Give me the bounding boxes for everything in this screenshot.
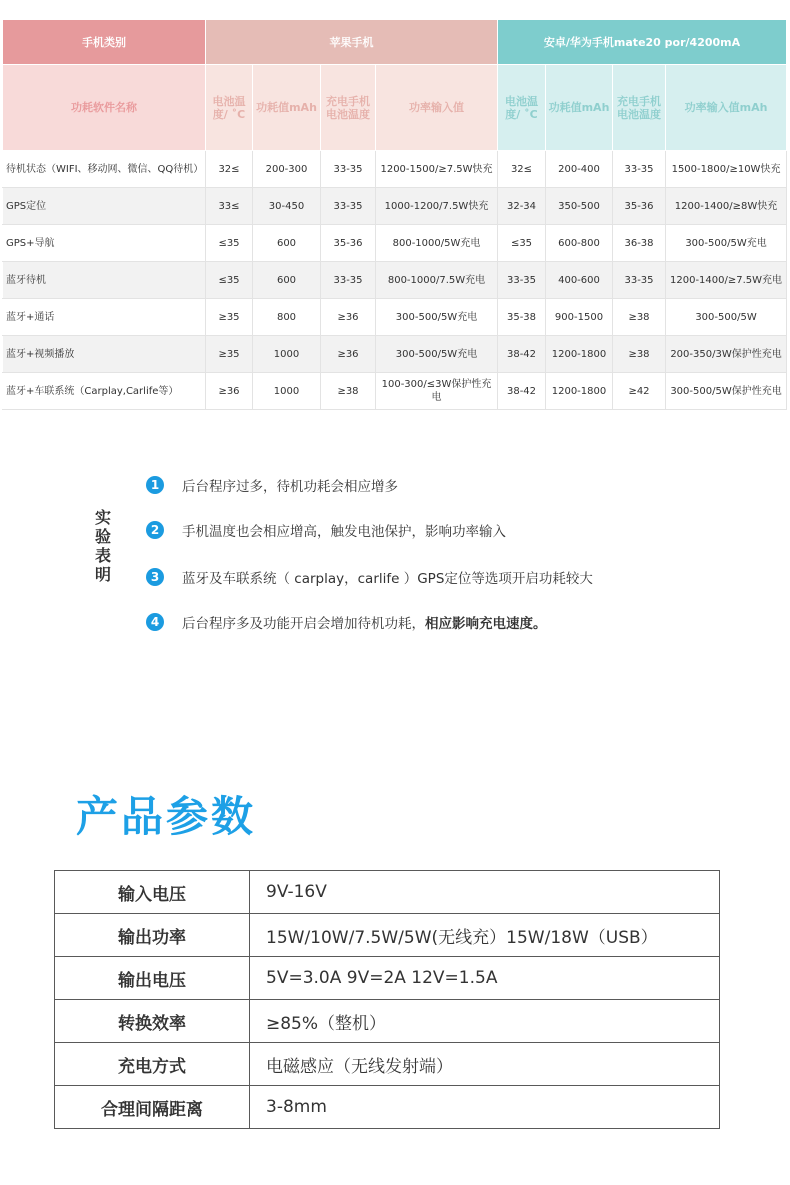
table-cell: 400-600	[546, 262, 613, 299]
sub-header-android-temp: 电池温度/ ˚C	[498, 65, 546, 151]
table-cell: ≤35	[206, 225, 253, 262]
conclusion-text-bold: 相应影响充电速度。	[425, 616, 547, 632]
table-cell: ≥35	[206, 336, 253, 373]
table-cell: 300-500/5W	[666, 299, 787, 336]
sub-header-android-power: 功耗值mAh	[546, 65, 613, 151]
group-header-android: 安卓/华为手机mate20 por/4200mA	[498, 20, 787, 65]
table-row	[3, 336, 787, 373]
param-row	[55, 957, 720, 1000]
param-value: 3-8mm	[250, 1086, 720, 1129]
param-key: 输出电压	[55, 957, 250, 1000]
param-value: 电磁感应（无线发射端）	[250, 1043, 720, 1086]
product-params-title: 产品参数	[76, 792, 257, 841]
param-key: 输入电压	[55, 871, 250, 914]
table-cell: ≤35	[206, 262, 253, 299]
conclusion-text: 后台程序多及功能开启会增加待机功耗，	[182, 616, 425, 632]
table-cell: 300-500/5W保护性充电	[666, 373, 787, 410]
conclusion-item	[146, 519, 506, 541]
table-cell: 1200-1800	[546, 336, 613, 373]
conclusion-item	[146, 611, 547, 633]
table-cell: 300-500/5W充电	[666, 225, 787, 262]
param-value: 9V-16V	[250, 871, 720, 914]
table-cell: ≥38	[613, 299, 666, 336]
conclusion-text: 蓝牙及车联系统（ carplay，carlife ）GPS定位等选项开启功耗较大	[182, 571, 593, 587]
table-row	[3, 151, 787, 188]
table-cell: 38-42	[498, 373, 546, 410]
table-row	[3, 299, 787, 336]
param-row	[55, 1000, 720, 1043]
table-cell: 33-35	[613, 262, 666, 299]
table-cell: 200-350/3W保护性充电	[666, 336, 787, 373]
table-cell: ≥38	[613, 336, 666, 373]
row-name-cell: GPS定位	[3, 188, 206, 225]
table-cell: 1200-1500/≥7.5W快充	[376, 151, 498, 188]
table-cell: 200-400	[546, 151, 613, 188]
table-row	[3, 373, 787, 410]
table-cell: 1200-1400/≥7.5W充电	[666, 262, 787, 299]
table-cell: 1200-1800	[546, 373, 613, 410]
table-cell: 900-1500	[546, 299, 613, 336]
table-cell: 800	[253, 299, 321, 336]
row-name-cell: GPS+导航	[3, 225, 206, 262]
comparison-table	[2, 19, 787, 410]
table-cell: ≥35	[206, 299, 253, 336]
table-cell: 600	[253, 225, 321, 262]
table-cell: ≥36	[206, 373, 253, 410]
number-badge-icon: 2	[146, 521, 164, 539]
table-cell: 1000	[253, 373, 321, 410]
param-value: 5V=3.0A 9V=2A 12V=1.5A	[250, 957, 720, 1000]
table-cell: 600	[253, 262, 321, 299]
table-cell: 32≤	[498, 151, 546, 188]
param-row	[55, 1086, 720, 1129]
row-name-cell: 蓝牙+通话	[3, 299, 206, 336]
number-badge-icon: 4	[146, 613, 164, 631]
param-key: 充电方式	[55, 1043, 250, 1086]
product-params-table	[54, 870, 720, 1129]
table-cell: 1000	[253, 336, 321, 373]
table-cell: 800-1000/5W充电	[376, 225, 498, 262]
conclusion-label: 实 验 表 明	[94, 508, 111, 584]
table-cell: 350-500	[546, 188, 613, 225]
table-cell: 300-500/5W充电	[376, 299, 498, 336]
row-name-cell: 蓝牙待机	[3, 262, 206, 299]
table-cell: 600-800	[546, 225, 613, 262]
param-value: ≥85%（整机）	[250, 1000, 720, 1043]
table-cell: 33-35	[613, 151, 666, 188]
table-cell: 300-500/5W充电	[376, 336, 498, 373]
table-cell: 30-450	[253, 188, 321, 225]
sub-header-apple-power: 功耗值mAh	[253, 65, 321, 151]
conclusion-text: 后台程序过多，待机功耗会相应增多	[182, 479, 398, 495]
table-cell: 33-35	[321, 188, 376, 225]
param-key: 合理间隔距离	[55, 1086, 250, 1129]
table-cell: 35-36	[613, 188, 666, 225]
param-key: 转换效率	[55, 1000, 250, 1043]
row-name-cell: 蓝牙+车联系统（Carplay,Carlife等）	[3, 373, 206, 410]
table-cell: ≥42	[613, 373, 666, 410]
table-cell: 33≤	[206, 188, 253, 225]
table-cell: 800-1000/7.5W充电	[376, 262, 498, 299]
conclusion-item	[146, 566, 593, 588]
param-key: 输出功率	[55, 914, 250, 957]
table-cell: 200-300	[253, 151, 321, 188]
sub-header-apple-input: 功率输入值	[376, 65, 498, 151]
param-row	[55, 871, 720, 914]
table-cell: ≥38	[321, 373, 376, 410]
table-cell: 35-38	[498, 299, 546, 336]
conclusion-text: 手机温度也会相应增高，触发电池保护，影响功率输入	[182, 524, 506, 540]
table-cell: 32≤	[206, 151, 253, 188]
sub-header-apple-temp: 电池温度/ ˚C	[206, 65, 253, 151]
sub-header-apple-charge-temp: 充电手机电池温度	[321, 65, 376, 151]
param-row	[55, 1043, 720, 1086]
param-value: 15W/10W/7.5W/5W(无线充）15W/18W（USB）	[250, 914, 720, 957]
table-cell: 36-38	[613, 225, 666, 262]
table-cell: ≥36	[321, 299, 376, 336]
table-cell: ≥36	[321, 336, 376, 373]
table-cell: 1000-1200/7.5W快充	[376, 188, 498, 225]
table-cell: 100-300/≤3W保护性充电	[376, 373, 498, 410]
table-cell: 1200-1400/≥8W快充	[666, 188, 787, 225]
param-row	[55, 914, 720, 957]
sub-header-android-input: 功率输入值mAh	[666, 65, 787, 151]
table-row	[3, 262, 787, 299]
table-cell: ≤35	[498, 225, 546, 262]
table-row	[3, 188, 787, 225]
sub-header-software: 功耗软件名称	[3, 65, 206, 151]
conclusion-item	[146, 474, 398, 496]
table-row	[3, 225, 787, 262]
table-cell: 33-35	[498, 262, 546, 299]
row-name-cell: 蓝牙+视频播放	[3, 336, 206, 373]
group-header-type: 手机类别	[3, 20, 206, 65]
table-cell: 1500-1800/≥10W快充	[666, 151, 787, 188]
number-badge-icon: 3	[146, 568, 164, 586]
table-cell: 33-35	[321, 151, 376, 188]
row-name-cell: 待机状态（WIFI、移动网、微信、QQ待机）	[3, 151, 206, 188]
number-badge-icon: 1	[146, 476, 164, 494]
table-cell: 38-42	[498, 336, 546, 373]
table-cell: 33-35	[321, 262, 376, 299]
sub-header-android-charge-temp: 充电手机电池温度	[613, 65, 666, 151]
group-header-apple: 苹果手机	[206, 20, 498, 65]
table-cell: 32-34	[498, 188, 546, 225]
table-cell: 35-36	[321, 225, 376, 262]
